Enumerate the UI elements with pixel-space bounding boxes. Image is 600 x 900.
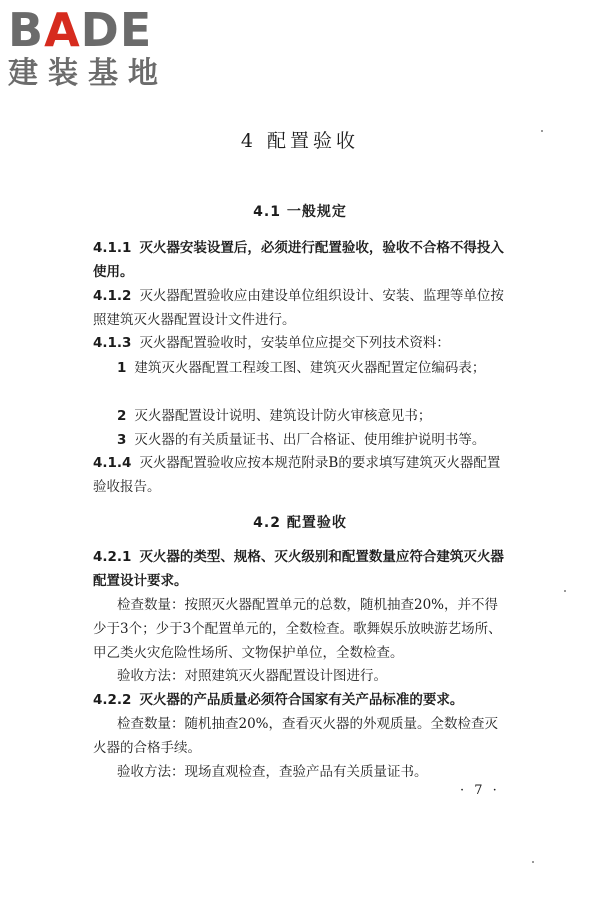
clause-4-2-1: 4.2.1 灭火器的类型、规格、灭火级别和配置数量应符合建筑灭火器配置设计要求。 [93,549,504,589]
scan-speck [532,861,534,863]
page-number: · 7 · [460,783,500,798]
scan-speck [564,590,566,592]
clause-4-1-2: 4.1.2 灭火器配置验收应由建设单位组织设计、安装、监理等单位按照建筑灭火器配置设计文件进行。 [93,288,504,328]
clause-4-1-1: 4.1.1 灭火器安装设置后，必须进行配置验收，验收不合格不得投入使用。 [93,240,504,280]
acceptance-method-4-2-2: 验收方法：现场直观检查，查验产品有关质量证书。 [117,764,428,780]
logo-subtitle: 建装基地 [8,56,168,91]
chapter-title: 4 配置验收 [240,130,360,152]
section-title-4-1: 4.1 一般规定 [253,204,347,220]
scan-speck [541,130,543,132]
clause-4-2-2: 4.2.2 灭火器的产品质量必须符合国家有关产品标准的要求。 [93,692,464,708]
logo-wordmark: BADE [8,3,153,57]
clause-4-1-4: 4.1.4 灭火器配置验收应按本规范附录B的要求填写建筑灭火器配置验收报告。 [93,455,501,495]
list-item-2: 2 灭火器配置设计说明、建筑设计防火审核意见书； [117,408,432,424]
clause-4-1-3: 4.1.3 灭火器配置验收时，安装单位应提交下列技术资料： [93,335,450,351]
list-item-3: 3 灭火器的有关质量证书、出厂合格证、使用维护说明书等。 [117,432,486,448]
inspection-quantity-4-2-2: 检查数量：随机抽查20%，查看灭火器的外观质量。全数检查灭火器的合格手续。 [93,716,499,756]
list-item-1: 1 建筑灭火器配置工程竣工图、建筑灭火器配置定位编码表； [117,360,486,376]
acceptance-method-4-2-1: 验收方法：对照建筑灭火器配置设计图进行。 [117,668,387,684]
section-title-4-2: 4.2 配置验收 [253,515,347,531]
bade-logo [8,3,178,92]
inspection-quantity-4-2-1: 检查数量：按照灭火器配置单元的总数，随机抽查20%，并不得少于3个；少于3个配置单元的，全数检查。歌舞娱乐放映游艺场所、甲乙类火灾危险性场所、文物保护单位，全数检查。 [93,597,502,661]
